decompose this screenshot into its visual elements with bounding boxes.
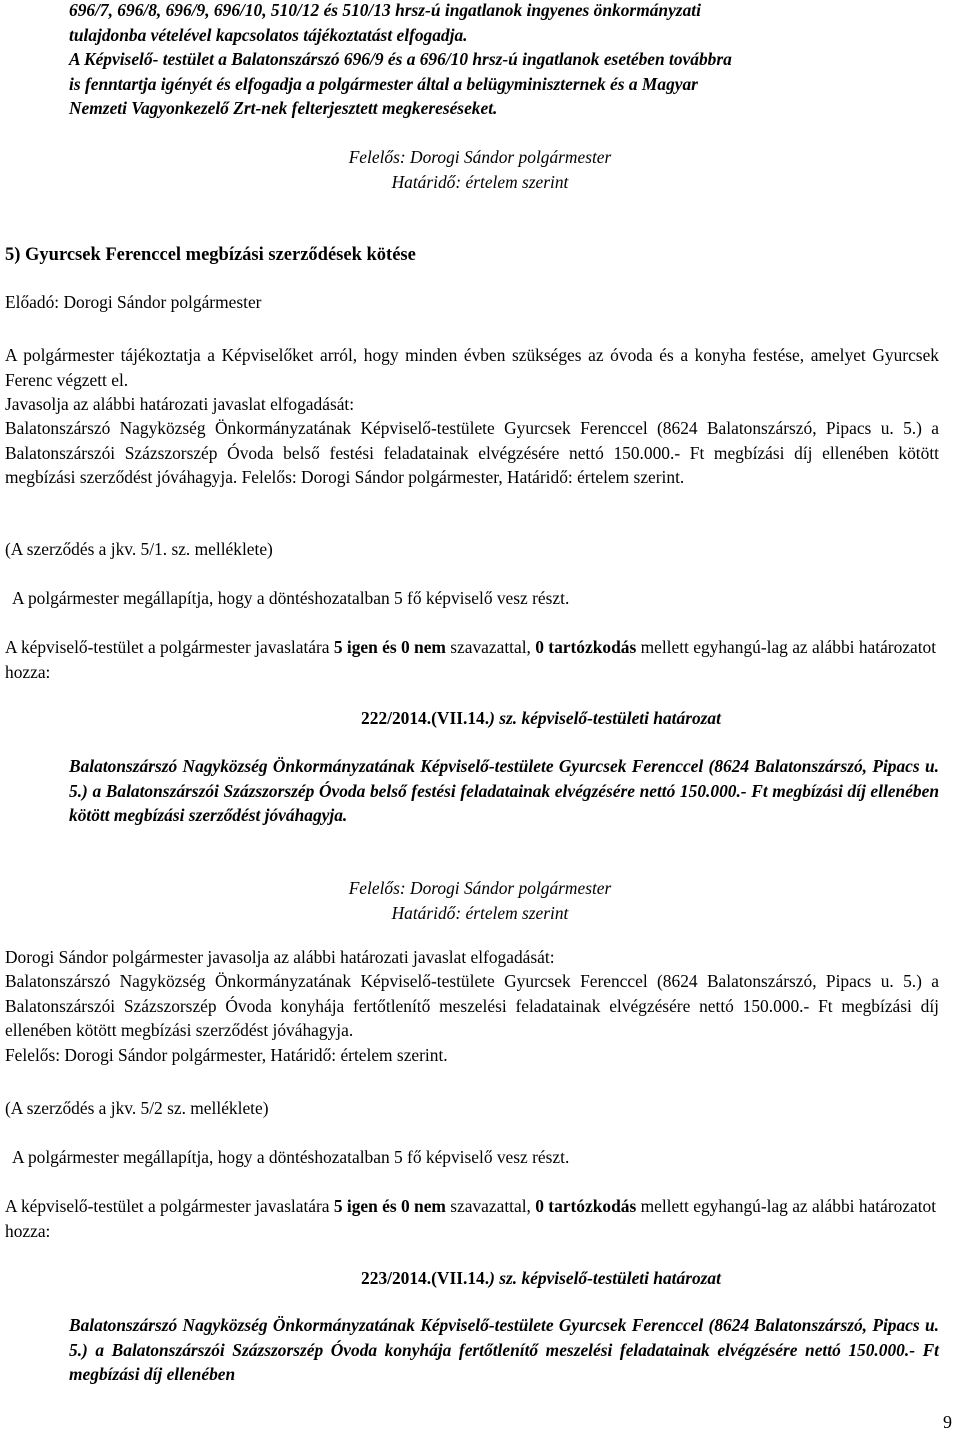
- text-line: A Képviselő- testület a Balatonszárszó 696/9 és a 696/10 hrsz-ú ingatlanok esetében továbbra: [69, 49, 732, 69]
- quorum-statement: A polgármester megállapítja, hogy a döntéshozatalban 5 fő képviselő vesz részt.: [12, 588, 570, 608]
- responsibility-block: [0, 876, 960, 925]
- contract-note: (A szerződés a jkv. 5/2 sz. melléklete): [5, 1098, 269, 1118]
- resolution-number: 222/2014.(VII.14.: [361, 708, 490, 728]
- text-line: Nemzeti Vagyonkezelő Zrt-nek felterjesztett megkereséseket.: [69, 98, 498, 118]
- resolution-label: ) sz. képviselő-testületi határozat: [489, 708, 721, 728]
- vote-count: 5 igen és 0 nem: [333, 1196, 446, 1216]
- resolution-number: 223/2014.(VII.14.: [361, 1268, 490, 1288]
- previous-resolution-text: [69, 0, 939, 121]
- section-heading: 5) Gyurcsek Ferenccel megbízási szerződések kötése: [5, 245, 416, 265]
- resolution-title: [0, 706, 960, 731]
- text-line: 696/7, 696/8, 696/9, 696/10, 510/12 és 510/13 hrsz-ú ingatlanok ingyenes önkormányzati: [69, 0, 701, 20]
- responsible-person: Felelős: Dorogi Sándor polgármester: [348, 878, 612, 898]
- responsibility-block: [0, 145, 960, 194]
- proposal-body: Balatonszárszó Nagyközség Önkormányzatának Képviselő-testülete Gyurcsek Ferenccel (8624 Balatonszárszó, Pipacs u. 5.) a Balatonszárszói Százszorszép Óvoda konyhája fertőtlenítő meszelési feladatainak elvégzésére nettó 150.000.- Ft megbízási díj ellenében kötött megbízási szerződést jóváhagyja.: [5, 971, 939, 1040]
- responsibility-line: Felelős: Dorogi Sándor polgármester, Határidő: értelem szerint.: [5, 1045, 448, 1065]
- proposal-intro: Javasolja az alábbi határozati javaslat elfogadását:: [5, 394, 355, 414]
- presenter: Előadó: Dorogi Sándor polgármester: [5, 292, 262, 312]
- vote-statement: A képviselő-testület a polgármester javaslatára 5 igen és 0 nem szavazattal, 0 tartózkodás mellett egyhangú-lag az alábbi határozatot hozza:: [5, 637, 937, 682]
- proposal-intro: Dorogi Sándor polgármester javasolja az alábbi határozati javaslat elfogadását:: [5, 947, 555, 967]
- resolution-title: [0, 1266, 960, 1291]
- text-line: tulajdonba vételével kapcsolatos tájékoztatást elfogadja.: [69, 24, 468, 45]
- deadline: Határidő: értelem szerint: [391, 902, 569, 923]
- responsible-person: Felelős: Dorogi Sándor polgármester: [348, 147, 612, 167]
- deadline: Határidő: értelem szerint: [391, 171, 569, 192]
- vote-count: 5 igen és 0 nem: [333, 637, 446, 657]
- resolution-label: ) sz. képviselő-testületi határozat: [489, 1268, 721, 1288]
- abstain-count: 0 tartózkodás: [535, 637, 637, 657]
- resolution-body: Balatonszárszó Nagyközség Önkormányzatának Képviselő-testülete Gyurcsek Ferenccel (8624 Balatonszárszó, Pipacs u. 5.) a Balatonszárszói Százszorszép Óvoda belső festési feladatainak elvégzésére nettó 150.000.- Ft megbízási díj ellenében kötött megbízási szerződést jóváhagyja.: [69, 756, 939, 825]
- resolution-body: Balatonszárszó Nagyközség Önkormányzatának Képviselő-testülete Gyurcsek Ferenccel (8624 Balatonszárszó, Pipacs u. 5.) a Balatonszárszói Százszorszép Óvoda konyhája fertőtlenítő meszelési feladatainak elvégzésére nettó 150.000.- Ft megbízási díj ellenében: [69, 1315, 939, 1384]
- abstain-count: 0 tartózkodás: [535, 1196, 637, 1216]
- paragraph: A polgármester tájékoztatja a Képviselőket arról, hogy minden évben szükséges az óvoda és a konyha festése, amelyet Gyurcsek Ferenc végzett el.: [5, 345, 939, 390]
- quorum-statement: A polgármester megállapítja, hogy a döntéshozatalban 5 fő képviselő vesz részt.: [12, 1147, 570, 1167]
- contract-note: (A szerződés a jkv. 5/1. sz. melléklete): [5, 539, 273, 559]
- proposal-body: Balatonszárszó Nagyközség Önkormányzatának Képviselő-testülete Gyurcsek Ferenccel (8624 Balatonszárszó, Pipacs u. 5.) a Balatonszárszói Százszorszép Óvoda belső festési feladatainak elvégzésére nettó 150.000.- Ft megbízási díj ellenében kötött megbízási szerződést jóváhagyja. Felelős: Dorogi Sándor polgármester, Határidő: értelem szerint.: [5, 418, 939, 487]
- text-line: is fenntartja igényét és elfogadja a polgármester által a belügyminiszternek és a Magyar: [69, 73, 698, 94]
- page-number: 9: [943, 1411, 952, 1432]
- vote-statement: A képviselő-testület a polgármester javaslatára 5 igen és 0 nem szavazattal, 0 tartózkodás mellett egyhangú-lag az alábbi határozatot hozza:: [5, 1196, 937, 1241]
